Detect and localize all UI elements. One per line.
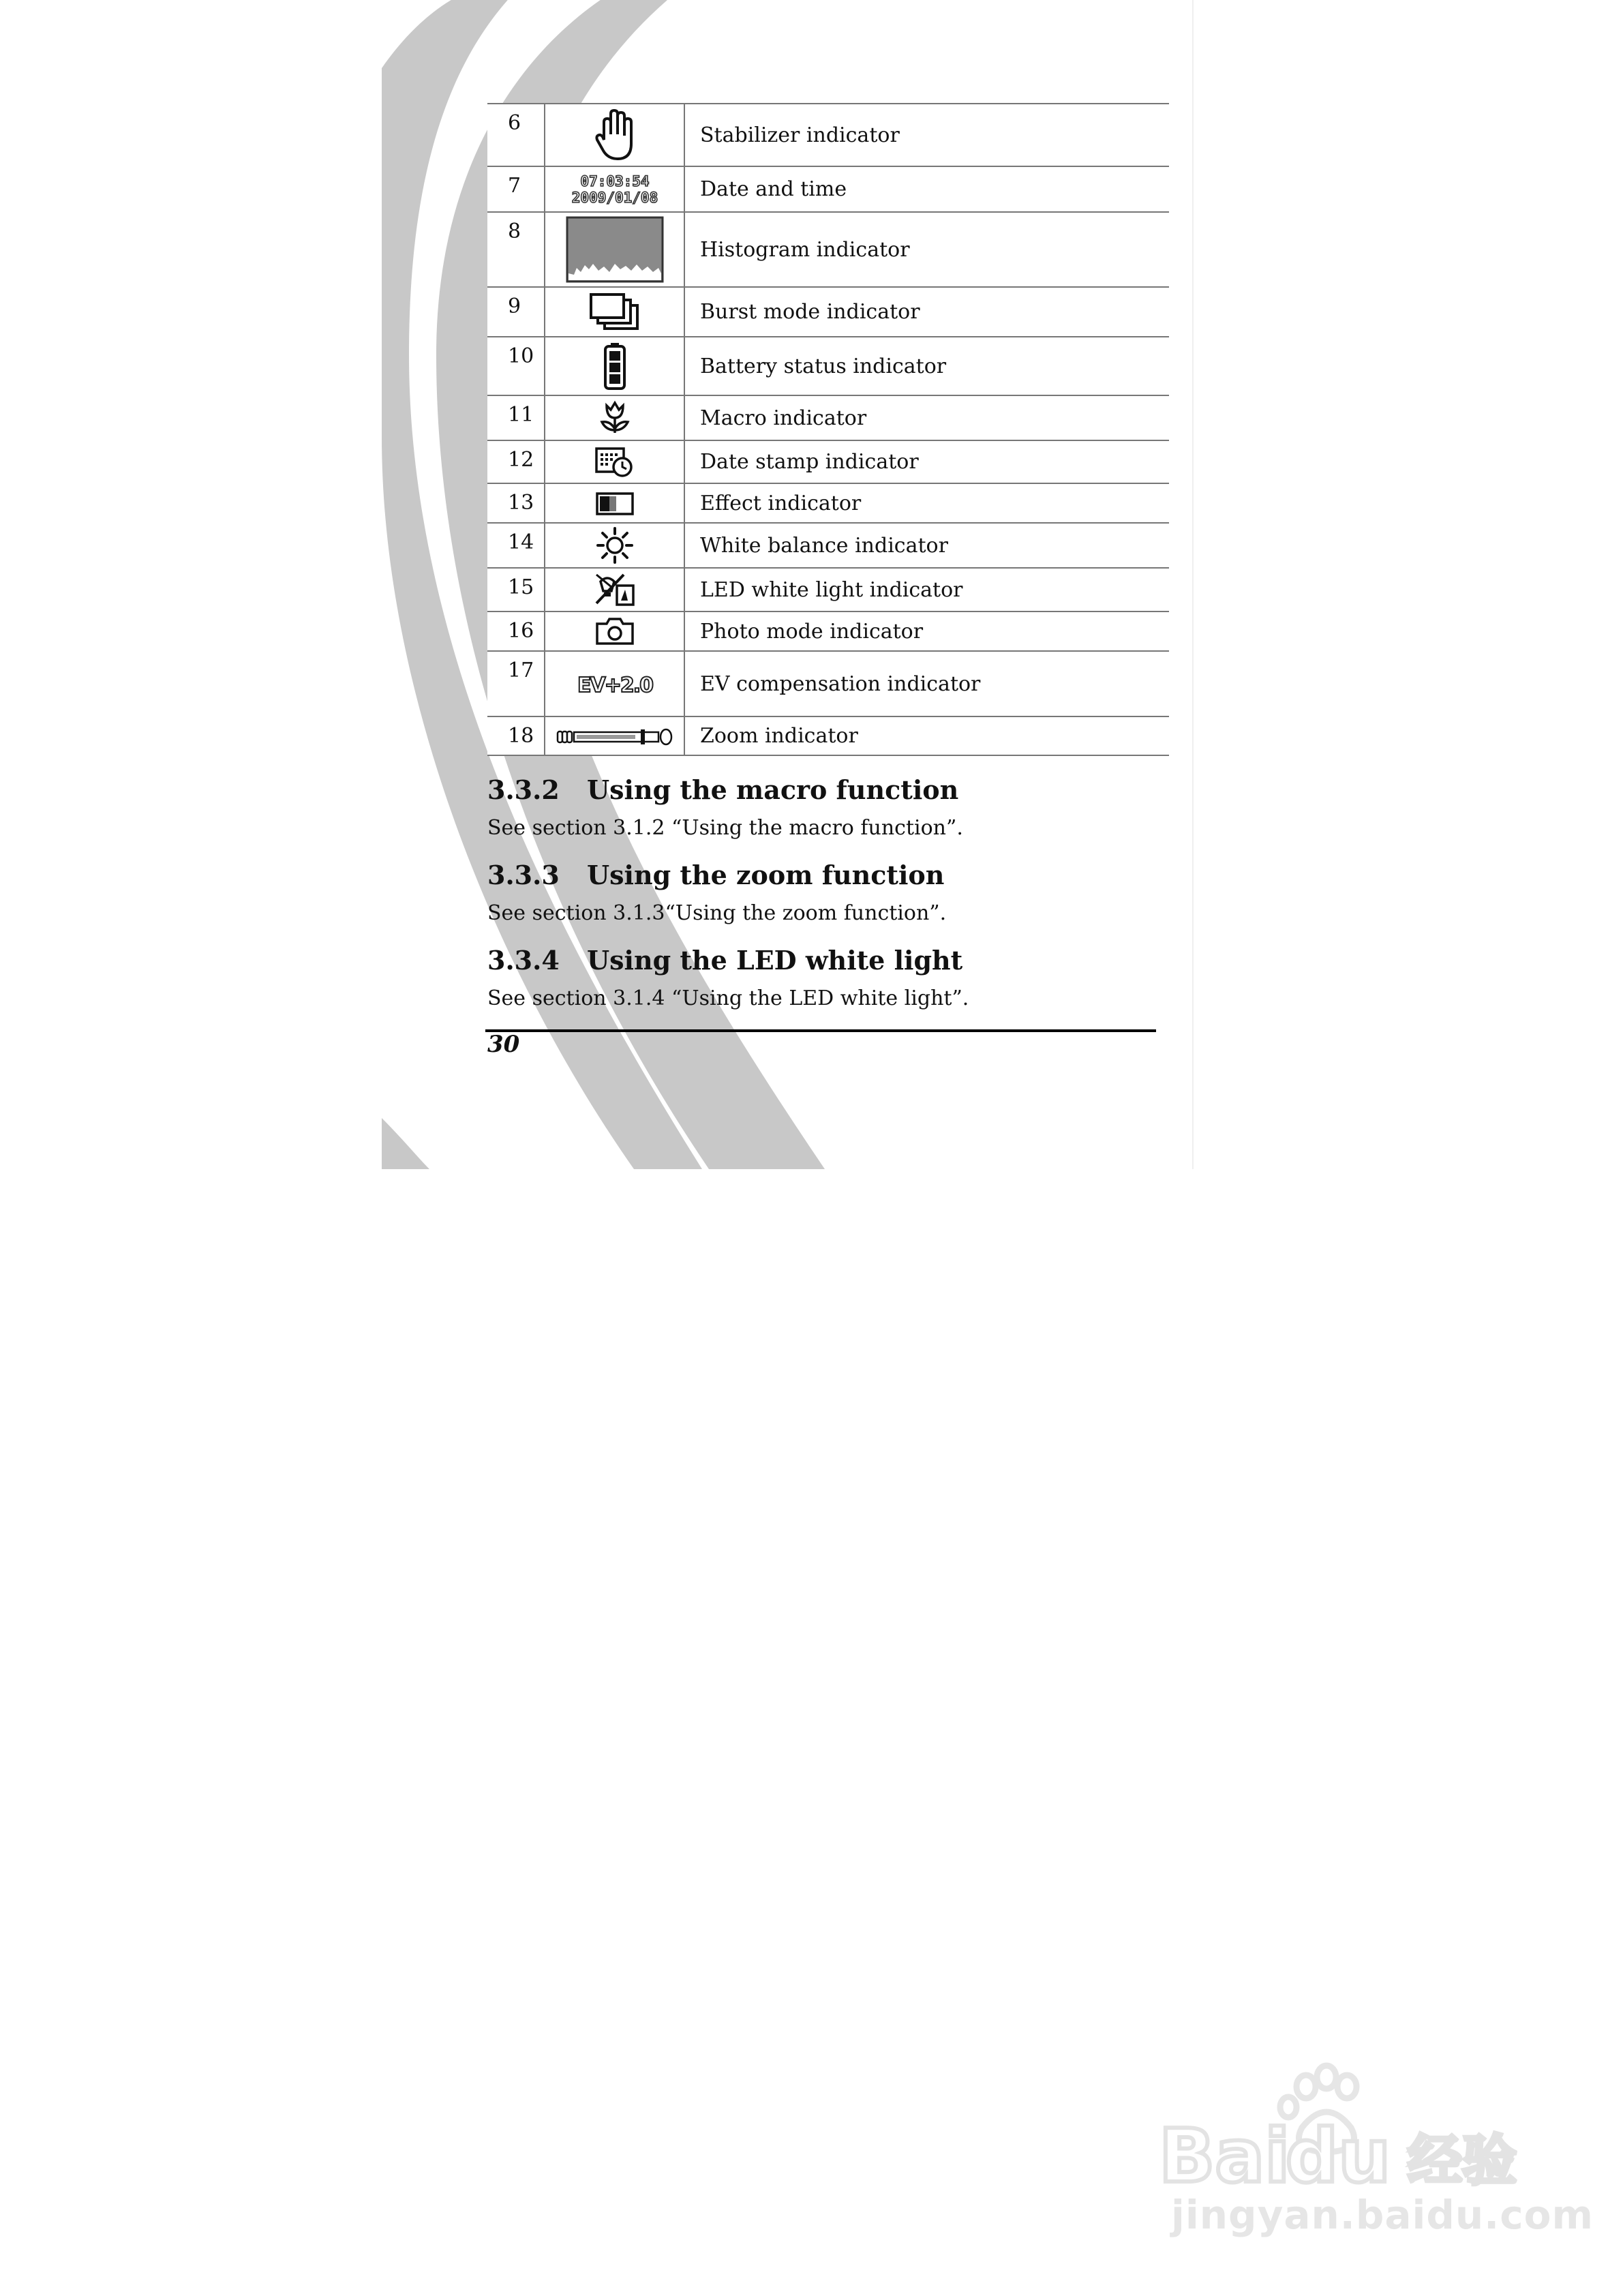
row-number: 14 <box>487 523 545 568</box>
row-number: 8 <box>487 212 545 287</box>
section-number: 3.3.2 <box>487 774 560 805</box>
table-row <box>487 568 1169 611</box>
table-row <box>487 395 1169 440</box>
svg-text:经验: 经验 <box>1408 2129 1517 2192</box>
page-edge-divider <box>1192 0 1194 1169</box>
table-row <box>487 440 1169 483</box>
footer-rule <box>485 1029 1156 1032</box>
section-title: Using the LED white light <box>587 945 963 976</box>
white-balance-sun-icon <box>596 526 634 564</box>
table-row <box>487 104 1169 166</box>
row-description: Histogram indicator <box>684 212 1169 287</box>
row-description: Battery status indicator <box>684 337 1169 395</box>
zoom-bar-icon <box>556 727 673 747</box>
watermark-url: jingyan.baidu.com <box>1171 2192 1594 2238</box>
section-text: See section 3.1.2 “Using the macro function”. <box>487 816 963 840</box>
row-number: 18 <box>487 716 545 755</box>
ev-compensation-icon <box>577 669 652 699</box>
svg-text:du: du <box>1286 2114 1391 2199</box>
table-row <box>487 166 1169 212</box>
row-number: 13 <box>487 483 545 523</box>
camera-icon <box>595 617 635 646</box>
row-description: Zoom indicator <box>684 716 1169 755</box>
row-description: Burst mode indicator <box>684 287 1169 337</box>
row-number: 6 <box>487 104 545 166</box>
row-number: 12 <box>487 440 545 483</box>
table-row <box>487 651 1169 716</box>
led-light-off-icon <box>594 572 636 607</box>
baidu-jingyan-watermark-logo <box>1159 2062 1541 2199</box>
row-number: 7 <box>487 166 545 212</box>
burst-mode-icon <box>590 293 640 331</box>
table-row <box>487 523 1169 568</box>
row-description: Date and time <box>684 166 1169 212</box>
table-row <box>487 611 1169 651</box>
icon-time-text: 07:03:54 <box>579 172 650 190</box>
table-row <box>487 716 1169 755</box>
row-description: Effect indicator <box>684 483 1169 523</box>
ev-icon-text: EV+2.0 <box>577 674 652 697</box>
row-number: 10 <box>487 337 545 395</box>
row-number: 9 <box>487 287 545 337</box>
icon-date-text: 2009/01/08 <box>571 189 658 206</box>
row-number: 11 <box>487 395 545 440</box>
row-description: Date stamp indicator <box>684 440 1169 483</box>
table-row <box>487 287 1169 337</box>
section-title: Using the zoom function <box>587 860 945 890</box>
row-number: 17 <box>487 651 545 716</box>
row-description: Macro indicator <box>684 395 1169 440</box>
section-title: Using the macro function <box>587 774 959 805</box>
date-time-icon <box>567 172 663 207</box>
indicator-table <box>487 103 1169 756</box>
row-description: White balance indicator <box>684 523 1169 568</box>
row-description: LED white light indicator <box>684 568 1169 611</box>
svg-text:Bai: Bai <box>1159 2114 1290 2199</box>
section-number: 3.3.3 <box>487 860 560 890</box>
manual-page <box>382 0 1193 1169</box>
row-description: Stabilizer indicator <box>684 104 1169 166</box>
page-content <box>382 0 1193 1169</box>
histogram-icon <box>566 216 664 283</box>
table-row <box>487 483 1169 523</box>
macro-flower-icon <box>596 400 633 436</box>
date-stamp-icon <box>595 447 635 478</box>
table-row <box>487 337 1169 395</box>
row-number: 16 <box>487 611 545 651</box>
table-row <box>487 212 1169 287</box>
section-heading <box>487 860 944 890</box>
hand-stabilizer-icon <box>594 108 635 162</box>
section-text: See section 3.1.3“Using the zoom function”. <box>487 901 947 925</box>
section-number: 3.3.4 <box>487 945 560 976</box>
row-description: Photo mode indicator <box>684 611 1169 651</box>
battery-icon <box>603 342 626 391</box>
section-heading <box>487 774 958 805</box>
section-heading <box>487 945 962 976</box>
row-number: 15 <box>487 568 545 611</box>
page-number: 30 <box>487 1031 520 1058</box>
row-description: EV compensation indicator <box>684 651 1169 716</box>
effect-icon <box>596 492 634 515</box>
section-text: See section 3.1.4 “Using the LED white light”. <box>487 986 969 1010</box>
